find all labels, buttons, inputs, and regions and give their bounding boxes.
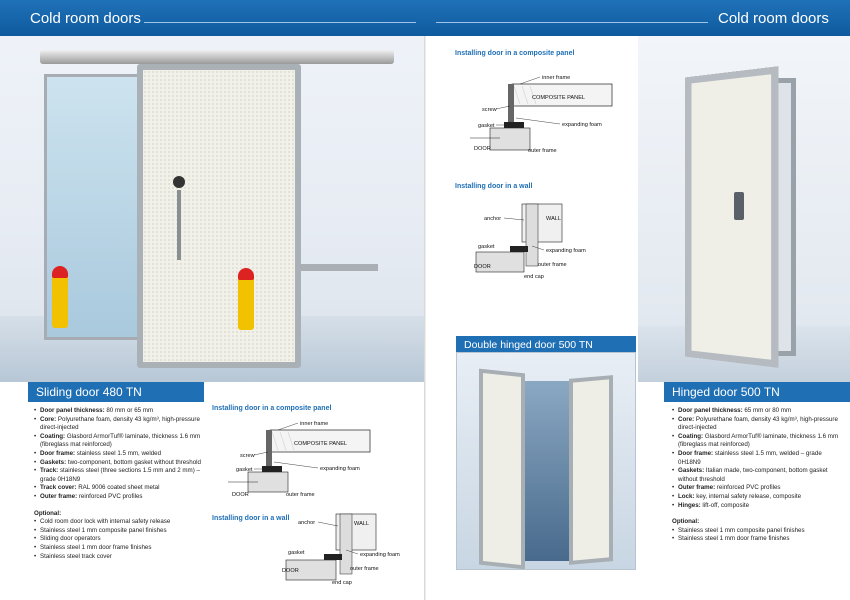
- spec-item: • Door panel thickness: 80 mm or 65 mm: [34, 407, 204, 416]
- sliding-spec-list: [34, 407, 204, 502]
- hinged-door-photo: [638, 36, 850, 382]
- page-spine: [424, 36, 426, 600]
- svg-text:gasket: gasket: [288, 550, 305, 556]
- right-door-leaf: [569, 375, 613, 565]
- svg-text:WALL: WALL: [354, 521, 370, 527]
- composite-diagram-title-right: Installing door in a composite panel: [455, 50, 575, 57]
- optional-item: • Stainless steel 1 mm composite panel finishes: [672, 527, 842, 536]
- optional-heading: Optional:: [34, 509, 62, 517]
- hinged-specs: [672, 407, 842, 544]
- composite-panel-diagram-right: [470, 70, 620, 158]
- svg-text:end cap: end cap: [524, 274, 544, 280]
- svg-text:gasket: gasket: [236, 467, 253, 473]
- svg-text:expanding foam: expanding foam: [320, 466, 360, 472]
- spec-item: • Outer frame: reinforced PVC profiles: [672, 484, 842, 493]
- svg-text:COMPOSITE PANEL: COMPOSITE PANEL: [532, 95, 586, 101]
- spec-item: • Door frame: stainless steel 1.5 mm, welded – grade 0H18N9: [672, 450, 842, 467]
- optional-item: • Stainless steel 1 mm door frame finishes: [672, 535, 842, 544]
- spec-item: • Coating: Glasbord ArmorTuf® laminate, thickness 1.6 mm (fibreglass mat reinforced): [34, 433, 204, 450]
- svg-text:screw: screw: [240, 453, 255, 459]
- svg-text:outer frame: outer frame: [538, 262, 567, 268]
- spec-item: • Outer frame: reinforced PVC profiles: [34, 493, 204, 502]
- svg-text:outer frame: outer frame: [528, 148, 557, 154]
- optional-item: • Stainless steel track cover: [34, 553, 204, 562]
- wall-diagram-title-right: Installing door in a wall: [455, 183, 533, 190]
- double-door-photo: [456, 352, 636, 570]
- svg-text:expanding foam: expanding foam: [562, 122, 602, 128]
- svg-text:outer frame: outer frame: [350, 566, 379, 572]
- sliding-door-title: Sliding door 480 TN: [28, 382, 204, 402]
- svg-text:inner frame: inner frame: [300, 421, 329, 427]
- svg-text:screw: screw: [482, 107, 497, 113]
- door-lock: [734, 192, 744, 220]
- spec-item: • Lock: key, internal safety release, composite: [672, 493, 842, 502]
- svg-text:outer frame: outer frame: [286, 492, 315, 498]
- svg-text:gasket: gasket: [478, 244, 495, 250]
- svg-text:DOOR: DOOR: [282, 568, 299, 574]
- wall-diagram: [280, 510, 400, 588]
- svg-text:inner frame: inner frame: [542, 75, 571, 81]
- header-bar: [0, 0, 850, 36]
- spec-item: • Core: Polyurethane foam, density 43 kg/m³, high-pressure direct-injected: [672, 416, 842, 433]
- svg-text:expanding foam: expanding foam: [546, 248, 586, 254]
- hinged-door-title: Hinged door 500 TN: [664, 382, 850, 402]
- spec-item: • Coating: Glasbord ArmorTuf® laminate, thickness 1.6 mm (fibreglass mat reinforced): [672, 433, 842, 450]
- svg-text:COMPOSITE PANEL: COMPOSITE PANEL: [294, 441, 348, 447]
- sliding-door-panel: [137, 64, 301, 368]
- optional-heading: Optional:: [672, 518, 700, 526]
- spec-item: • Core: Polyurethane foam, density 43 kg/m³, high-pressure direct-injected: [34, 416, 204, 433]
- hinged-door-panel: [685, 66, 778, 368]
- spec-item: • Door panel thickness: 65 mm or 80 mm: [672, 407, 842, 416]
- left-page-title: Cold room doors: [30, 10, 141, 27]
- svg-text:anchor: anchor: [298, 520, 316, 526]
- sliding-specs: [34, 407, 204, 561]
- svg-text:anchor: anchor: [484, 216, 502, 222]
- svg-text:DOOR: DOOR: [474, 264, 491, 270]
- svg-text:end cap: end cap: [332, 580, 352, 586]
- left-header-rule: [144, 22, 416, 23]
- safety-bollard: [238, 276, 254, 330]
- left-door-leaf: [479, 369, 525, 570]
- optional-item: • Sliding door operators: [34, 535, 204, 544]
- spec-item: • Door frame: stainless steel 1.5 mm, welded: [34, 450, 204, 459]
- door-rail: [300, 264, 378, 271]
- svg-text:DOOR: DOOR: [232, 492, 249, 498]
- spec-item: • Gaskets: two-component, bottom gasket without threshold: [34, 459, 204, 468]
- svg-text:DOOR: DOOR: [474, 146, 491, 152]
- svg-text:expanding foam: expanding foam: [360, 552, 400, 558]
- sliding-track: [40, 50, 394, 64]
- spec-item: • Track: stainless steel (three sections 1.5 mm and 2 mm) – grade 0H18N9: [34, 467, 204, 484]
- door-handle: [177, 190, 181, 260]
- svg-text:WALL: WALL: [546, 216, 562, 222]
- composite-diagram-title: Installing door in a composite panel: [212, 405, 332, 412]
- sliding-door-photo: [0, 36, 424, 382]
- sliding-optional-list: [34, 518, 204, 561]
- hinged-spec-list: [672, 407, 842, 510]
- spec-item: • Gaskets: Italian made, two-component, bottom gasket without threshold: [672, 467, 842, 484]
- svg-text:gasket: gasket: [478, 123, 495, 129]
- optional-item: • Cold room door lock with internal safety release: [34, 518, 204, 527]
- safety-bollard: [52, 274, 68, 328]
- door-knob: [173, 176, 185, 188]
- double-door-title: Double hinged door 500 TN: [456, 336, 636, 354]
- composite-panel-diagram: [228, 416, 378, 500]
- hinged-optional-list: [672, 527, 842, 544]
- optional-item: • Stainless steel 1 mm composite panel finishes: [34, 527, 204, 536]
- spec-item: • Hinges: lift-off, composite: [672, 502, 842, 511]
- spec-item: • Track cover: RAL 9006 coated sheet metal: [34, 484, 204, 493]
- optional-item: • Stainless steel 1 mm door frame finishes: [34, 544, 204, 553]
- right-header-rule: [436, 22, 708, 23]
- wall-diagram-right: [472, 200, 602, 282]
- right-page-title: Cold room doors: [718, 10, 829, 27]
- wall-diagram-title: Installing door in a wall: [212, 515, 290, 522]
